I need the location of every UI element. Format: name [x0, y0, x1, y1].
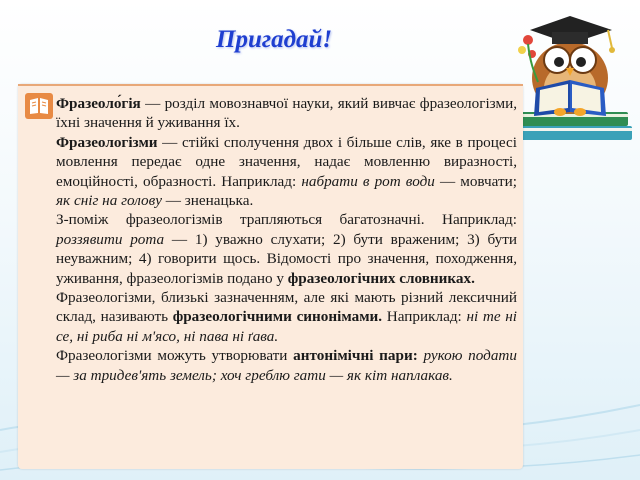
paragraph-synonyms [56, 288, 517, 346]
panel-top-border [18, 84, 523, 86]
rule-text [56, 94, 517, 385]
book-icon [25, 93, 53, 119]
text-run: — стійкі сполучення двох і більше слів, яке в процесі мовлення передає одне значення, надає мовленню виразності, емоційності, образності. Наприклад: [56, 133, 517, 190]
term: фразеологічних словниках. [287, 269, 475, 287]
text-run: — мовчати; [434, 172, 517, 190]
text-run: — зненацька. [161, 192, 254, 210]
slide-title: Пригадай! [216, 26, 333, 53]
term: фразеологічними синонімами. [172, 308, 383, 326]
text-run: З-поміж фразеологізмів трапляються багатозначні. Наприклад: [56, 211, 517, 229]
paragraph-antonyms [56, 346, 517, 385]
term: антонімічні пари: [293, 347, 418, 365]
text-run: — 1) уважно слухати; 2) бути враженим; 3) бути неуважним; 4) говорити щось. Відомості про значення, походження, уживання, фразеологізмів подано у [56, 230, 517, 287]
text-run: Фразеологізми, близькі зазначенням, але які мають різний лексичний склад, називають [56, 289, 517, 326]
example-phrase: як сніг на голову [56, 192, 162, 210]
text-run: Фразеологізми можуть утворювати [56, 347, 294, 365]
paragraph-phraseology-definition [56, 94, 517, 133]
example-phrase: ні те ні се, ні риба ні м'ясо, ні пава ні ґава. [56, 308, 518, 345]
paragraph-phraseologism-definition [56, 133, 517, 211]
term: Фразеоло́гія [56, 95, 141, 112]
owl-reading-book-illustration [508, 0, 638, 150]
text-run: Наприклад: [382, 308, 467, 326]
example-phrase: роззявити рота [56, 230, 165, 248]
text-run: — розділ мовознавчої науки, який вивчає фразеологізми, їхні значення й уживання їх. [56, 95, 517, 132]
example-phrase: набрати в рот води [301, 172, 435, 190]
term: Фразеологізми [56, 133, 158, 151]
paragraph-polysemy [56, 210, 517, 288]
example-phrase: рукою подати — за тридев'ять земель; хоч греблю гати — як кіт наплакав. [56, 347, 517, 384]
rule-panel [18, 84, 523, 469]
